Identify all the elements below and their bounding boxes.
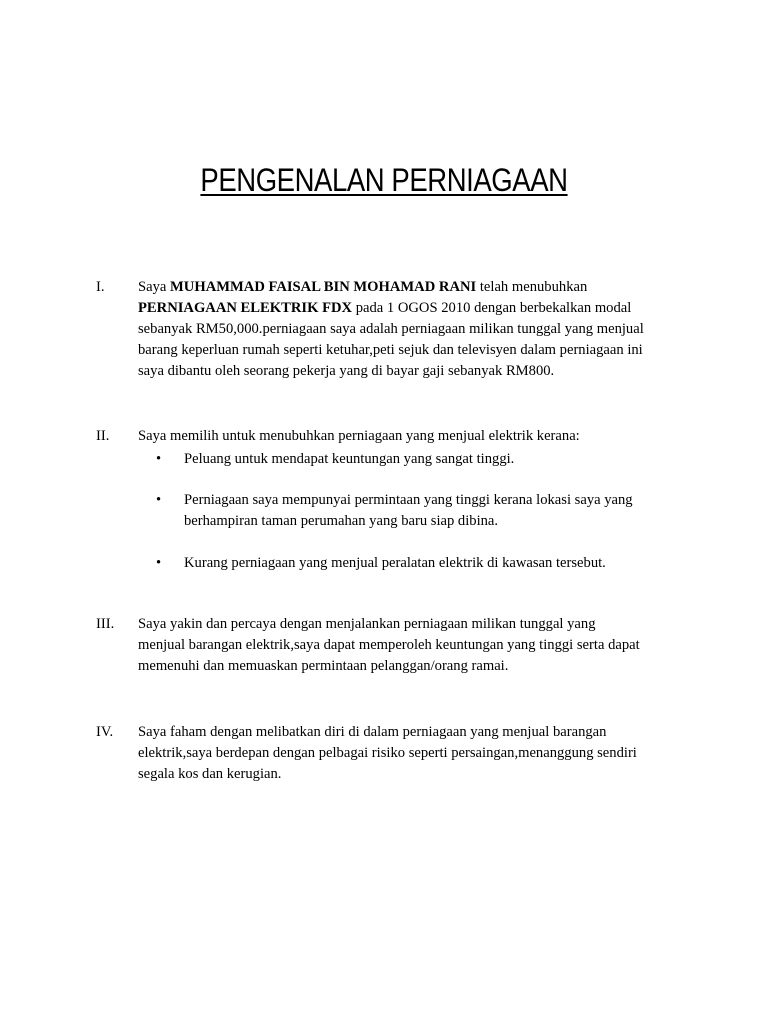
bullet-icon: •	[156, 492, 162, 508]
owner-name: MUHAMMAD FAISAL BIN MOHAMAD RANI	[170, 279, 477, 295]
bullet-text	[184, 449, 514, 470]
section-4-line: elektrik,saya berdepan dengan pelbagai risiko seperti persaingan,menanggung sendiri	[138, 745, 637, 761]
business-name: PERNIAGAAN ELEKTRIK FDX	[138, 300, 353, 316]
section-4-line: segala kos dan kerugian.	[138, 766, 282, 782]
document-title-text: PENGENALAN PERNIAGAAN	[200, 162, 568, 198]
bullet-text	[184, 553, 606, 574]
section-3-numeral: III.	[96, 616, 115, 632]
bullet-text	[184, 490, 633, 532]
section-1-line-5: saya dibantu oleh seorang pekerja yang di bayar gaji sebanyak RM800.	[138, 363, 555, 379]
section-1-line-2	[138, 298, 678, 319]
section-1-numeral: I.	[96, 279, 105, 295]
section-3-line: memenuhi dan memuaskan permintaan pelanggan/orang ramai.	[138, 658, 509, 674]
section-1-text: Saya	[138, 279, 171, 295]
bullet-line: Peluang untuk mendapat keuntungan yang sangat tinggi.	[184, 451, 515, 467]
bullet-icon: •	[156, 555, 162, 571]
section-1-line-1	[138, 277, 678, 298]
bullet-line: Kurang perniagaan yang menjual peralatan elektrik di kawasan tersebut.	[184, 555, 606, 571]
section-1-text: telah menubuhkan	[476, 279, 588, 295]
document-title	[54, 160, 714, 200]
section-2-intro	[138, 426, 678, 447]
section-1-body	[138, 277, 678, 382]
section-1-text: pada 1 OGOS 2010 dengan berbekalkan modal	[352, 300, 632, 316]
section-3-line: Saya yakin dan percaya dengan menjalankan perniagaan milikan tunggal yang	[138, 616, 596, 632]
section-1-line-3: sebanyak RM50,000.perniagaan saya adalah perniagaan milikan tunggal yang menjual	[138, 321, 644, 337]
section-4-line: Saya faham dengan melibatkan diri di dalam perniagaan yang menjual barangan	[138, 724, 607, 740]
bullet-line: Perniagaan saya mempunyai permintaan yang tinggi kerana lokasi saya yang	[184, 492, 633, 508]
bullet-icon: •	[156, 451, 162, 467]
section-3-body	[138, 614, 678, 677]
section-2-intro-text: Saya memilih untuk menubuhkan perniagaan yang menjual elektrik kerana:	[138, 428, 580, 444]
section-2-numeral: II.	[96, 428, 110, 444]
bullet-line: berhampiran taman perumahan yang baru siap dibina.	[184, 513, 499, 529]
section-4-body	[138, 722, 678, 785]
section-3-line: menjual barangan elektrik,saya dapat memperoleh keuntungan yang tinggi serta dapat	[138, 637, 640, 653]
section-4-numeral: IV.	[96, 724, 114, 740]
section-1-line-4: barang keperluan rumah seperti ketuhar,peti sejuk dan televisyen dalam perniagaan ini	[138, 342, 643, 358]
